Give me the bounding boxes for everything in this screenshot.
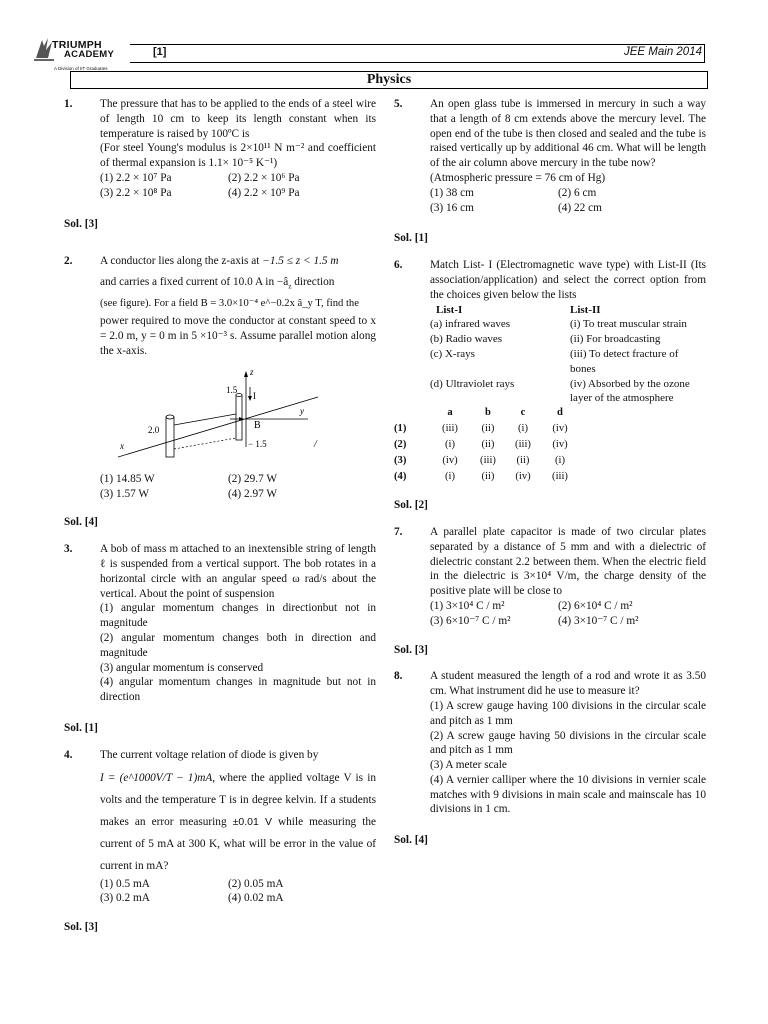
solution: Sol. [1] [64,721,98,734]
solution: Sol. [3] [64,217,98,230]
list-1-item-a: (a) infrared waves [430,318,511,331]
table-row: (2) (i) (ii) (iii) (iv) [394,439,568,451]
solution: Sol. [3] [64,921,98,934]
option-1: (1) 14.85 W [100,472,155,485]
option-3: (3) angular momentum is conserved [100,661,264,674]
logo-tagline: A Division of IIT Graduates [54,66,108,71]
question-text-3: (see figure). For a field B = 3.0×10⁻⁴ e^−0.2x â_y T, find the [100,298,359,310]
exam-title: JEE Main 2014 [624,46,702,58]
question-8 [394,669,706,848]
question-6 [394,258,706,513]
diode-equation: I = (e^1000V/T − 1)mA, [100,771,216,784]
left-column [64,97,376,949]
question-text: A bob of mass m attached to an inextensible string of length ℓ is suspended from a vertical support. The bob rotates in a horizontal circle with an angular speed ω rad/s about the vertical. About the point of suspension [100,543,376,600]
question-note: (Atmospheric pressure = 76 cm of Hg) [430,171,606,184]
question-4 [64,748,376,935]
table-row: (1) (iii) (ii) (i) (iv) [394,423,568,435]
header-bar [130,44,705,63]
list-2-header: List-II [570,303,601,316]
question-text: A parallel plate capacitor is made of two circular plates separated by a distance of 5 mm and with a dielectric of dielectric constant 2.2 between them. When the electric field in the dielectric is 3×10⁴ V/m, the charge density of the positive plate will be close to [430,525,706,598]
solution: Sol. [4] [394,834,428,847]
question-2: 2. A conductor lies along the z-axis at −1.5 ≤ z < 1.5 m and carries a fixed current of 10.0 A in $-â_z$ direction (see figure). For a field B = 3.0×10⁻⁴ e^−0.2x â_y T, find the power required to move the conductor at constant speed to x = 2.0 m, y = 0 m in 5 ×10⁻³ s. Assume parallel motion along the x-axis. z 1.5 I B y x 2.0 − 1.5 / (1) 14.85 W (2) 29.7 W (3) 1.57 W (4) 2.97 W Sol. [4] [64,251,376,530]
solution: Sol. [1] [394,232,428,245]
option-1: (1) 2.2 × 10⁷ Pa [100,171,172,184]
option-3: (3) 6×10⁻⁷ C / m² [430,614,511,627]
conductor-figure [118,367,328,472]
question-text-2b: direction [291,276,335,289]
list-2-item-i: (i) To treat muscular strain [570,318,687,331]
option-4: (4) 2.97 W [228,487,278,500]
logo-line1: TRIUMPH [52,39,102,51]
question-1 [64,97,376,231]
question-note: (For steel Young's modulus is 2×10¹¹ N m⁻² and coefficient of thermal expansion is 1.1× 10⁻⁵ K⁻¹) [100,142,376,170]
question-number: 3. [64,543,73,556]
question-text: An open glass tube is immersed in mercury in such a way that a length of 8 cm extends above the mercury level. The open end of the tube is then closed and sealed and the tube is raised vertically up by additional 46 cm. What will be length of the air column above mercury in the tube now? [430,98,706,170]
option-4: (4) 3×10⁻⁷ C / m² [558,614,639,627]
question-number: 2. [64,255,73,268]
label-1-5: 1.5 [226,384,238,395]
list-1-item-d: (d) Ultraviolet rays [430,377,515,390]
question-text: A student measured the length of a rod and wrote it as 3.50 cm. What instrument did he use to measure it? [430,670,706,698]
question-number: 1. [64,98,73,110]
list-2-item-iii: (iii) To detect fracture of bones [570,347,679,375]
table-header: c [520,407,526,419]
option-4: (4) 0.02 mA [228,892,284,905]
list-1-item-c: (c) X-rays [430,347,475,360]
question-text-2: and carries a fixed current of 10.0 A in −â [100,276,289,289]
axis-label-x: x [120,440,124,451]
option-4: (4) A vernier calliper where the 10 divisions in vernier scale matches with 9 divisions in main scale and mainscale has 10 divisions in 1 cm. [430,773,706,816]
option-2: (2) 29.7 W [228,472,278,485]
solution: Sol. [3] [394,643,428,656]
table-row: (3) (iv) (iii) (ii) (i) [394,455,565,467]
option-2: (2) 6 cm [558,186,597,199]
option-3: (3) 1.57 W [100,487,150,500]
option-1: (1) A screw gauge having 100 divisions in the circular scale and pitch as 1 mm [430,699,706,727]
table-header: d [557,407,563,419]
option-3: (3) 2.2 × 10⁸ Pa [100,186,172,199]
triumph-academy-logo [32,36,132,70]
question-text: A conductor lies along the z-axis at [100,255,263,268]
question-text-2: where the applied voltage V is in volts and the temperature T is in degree kelvin. If a students makes an error measuring [100,771,376,828]
axis-label-y: y [300,405,304,416]
question-number: 6. [394,259,403,272]
option-3: (3) 0.2 mA [100,892,150,905]
question-text: Match List- I (Electromagnetic wave type) with List-II (Its association/application) and select the correct option from the choices given below the lists [430,259,706,301]
question-text-3: while measuring the current of 5 mA at 300 K, what will be error in the value of current in mA? [100,815,377,872]
right-column [394,97,706,862]
question-5 [394,97,706,246]
question-text: The current voltage relation of diode is given by [100,748,319,761]
option-2: (2) 6×10⁴ C / m² [558,599,633,612]
label-minus-1-5: − 1.5 [248,438,267,449]
option-4: (4) 2.2 × 10⁹ Pa [228,186,300,199]
option-2: (2) 2.2 × 10⁶ Pa [228,171,300,184]
table-row: (4) (i) (ii) (iv) (iii) [394,471,568,483]
option-3: (3) A meter scale [430,759,507,772]
list-2-item-ii: (ii) For broadcasting [570,333,661,346]
option-2: (2) A screw gauge having 50 divisions in the circular scale and pitch as 1 mm [430,729,706,757]
option-3: (3) 16 cm [430,201,474,214]
label-2-0: 2.0 [148,424,160,435]
section-title: Physics [70,71,708,89]
label-slash: / [314,438,317,450]
page-header [30,30,706,70]
table-header: a [447,407,453,419]
option-1: (1) 38 cm [430,186,474,199]
option-2: (2) 0.05 mA [228,877,284,890]
option-2: (2) angular momentum changes both in direction and magnitude [100,631,376,659]
table-header: b [485,407,491,419]
question-number: 8. [394,670,403,683]
logo-line2: ACADEMY [64,49,115,60]
question-3 [64,542,376,736]
label-current-I: I [253,390,256,401]
question-7 [394,525,706,657]
list-2-item-iv: (iv) Absorbed by the ozone layer of the atmosphere [570,377,690,405]
option-4: (4) 22 cm [558,201,602,214]
option-1: (1) 0.5 mA [100,877,150,890]
option-1: (1) angular momentum changes in directionbut not in magnitude [100,602,376,630]
solution: Sol. [4] [64,516,98,529]
list-1-header: List-I [436,303,463,316]
axis-label-z: z [250,366,254,377]
label-field-B: B [254,419,261,431]
match-lists [430,303,706,407]
table-header [394,406,430,422]
option-4: (4) angular momentum changes in magnitude but not in direction [100,676,376,704]
list-1-item-b: (b) Radio waves [430,333,503,346]
voltage-error: ±0.01 V [232,815,272,828]
question-number: 4. [64,748,73,761]
solution: Sol. [2] [394,499,428,512]
question-number: 5. [394,98,403,110]
option-1: (1) 3×10⁴ C / m² [430,599,505,612]
question-text: The pressure that has to be applied to the ends of a steel wire of length 10 cm to keep its length constant when its temperature is raised by 100ºC is [100,98,376,140]
answer-choice-table [394,406,580,486]
question-text-4: power required to move the conductor at constant speed to x = 2.0 m, y = 0 m in 5 ×10⁻³ s. Assume parallel motion along the x-axis. [100,315,376,357]
z-range: −1.5 ≤ z < 1.5 m [262,255,339,268]
question-number: 7. [394,525,403,538]
page-number: [1] [153,46,167,58]
